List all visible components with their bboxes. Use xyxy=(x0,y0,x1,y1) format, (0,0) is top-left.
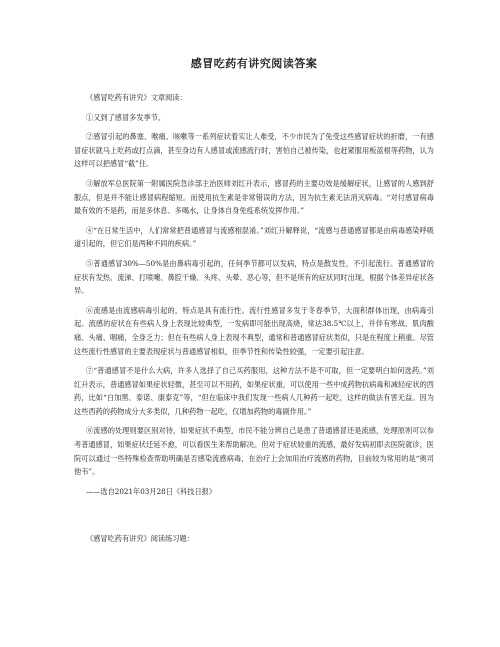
paragraph-1: ①又到了感冒多发季节。 xyxy=(86,112,166,122)
paragraph-6: ⑥流感是由流感病毒引起的，特点是具有流行性。流行性感冒多发于冬春季节，大面积群体出现，由病毒引起。流感的症状在有些病人身上表现比较典型，一发病即可能出现高烧，常达38.5℃以上，并伴有寒战、肌肉酸痛、头痛、咽痛，全身乏力；但在有些病人身上表现不典型，通常和普通感冒症状类似，只是在程度上稍重。尽管这些流行性感冒的主要表现症状与普通感冒相似，但季节性和传染性较强，一定要引起注意。 xyxy=(74,305,434,356)
paragraph-4: ④“在日常生活中，人们常常把普通感冒与流感相混淆。”刘红升解释说，“流感与普通感冒都是由病毒感染呼吸道引起的，但它们是两种不同的疾病。” xyxy=(74,225,434,249)
paragraph-2: ②感冒引起的鼻塞、喉痛、咳嗽等一系列症状着实让人难受，不少市民为了免受这些感冒症状的折磨，一有感冒症状就马上吃药或打点滴，甚至身边有人感冒或流感流行时，害怕自己被传染，也赶紧服用板蓝根等药物，认为这样可以把感冒“截”住。 xyxy=(74,132,434,169)
paragraph-8: ⑧流感的处理则要区别对待，如果症状不典型，市民不能分辨自己是患了普通感冒还是流感，处理原则可以参考普通感冒，如果症状迁延不愈，可以看医生来帮助解决。但对于症状较重的流感，最好发病初即去医院就诊，医院可以通过一些特殊检查帮助明确是否感染流感病毒，在治疗上会加用治疗流感的药物，目前较为常用的是“奥司他韦”。 xyxy=(74,426,434,477)
paragraph-5: ⑤普通感冒30%—50%是由鼻病毒引起的，任何季节都可以发病，特点是散发性，不引起流行。普通感冒的症状有发热、流涕、打喷嚏、鼻腔干燥、头疼、头晕、恶心等，但不是所有的症状同时出现，根据个体差异症状各异。 xyxy=(74,258,434,296)
page-title: 感冒吃药有讲究阅读答案 xyxy=(190,57,318,70)
source-citation: ——选自2021年03月28日《科技日报》 xyxy=(86,486,217,496)
exercise-heading: 《感冒吃药有讲究》阅读练习题： xyxy=(86,534,194,544)
paragraph-3: ③解放军总医院第一附属医院急诊部主治医师刘红升表示，感冒药的主要功效是缓解症状，让感冒的人感到舒服点，但是并不能让感冒病程缩短。而使用抗生素是非常错误的方法，因为抗生素无法消灭病毒。“对付感冒病毒最有效的不是药，而是多休息、多喝水，让身体自身免疫系统发挥作用。” xyxy=(74,178,434,216)
paragraph-7: ⑦“普通感冒不是什么大病，许多人选择了自己买药服用，这种方法不是不可取，但一定要明白如何选药。”刘红升表示，普通感冒如果症状轻微，甚至可以不用药，如果症状重，可以使用一些中成药物抗病毒和减轻症状的西药，比如“白加黑、泰诺、康泰克”等，“但在临床中我们发现一些病人几种药一起吃，这样的做法有害无益。因为这些西药的药物成分大多类似，几种药物一起吃，仅增加药物的毒副作用。” xyxy=(74,366,434,416)
intro-line: 《感冒吃药有讲究》文章阅读： xyxy=(86,93,187,102)
